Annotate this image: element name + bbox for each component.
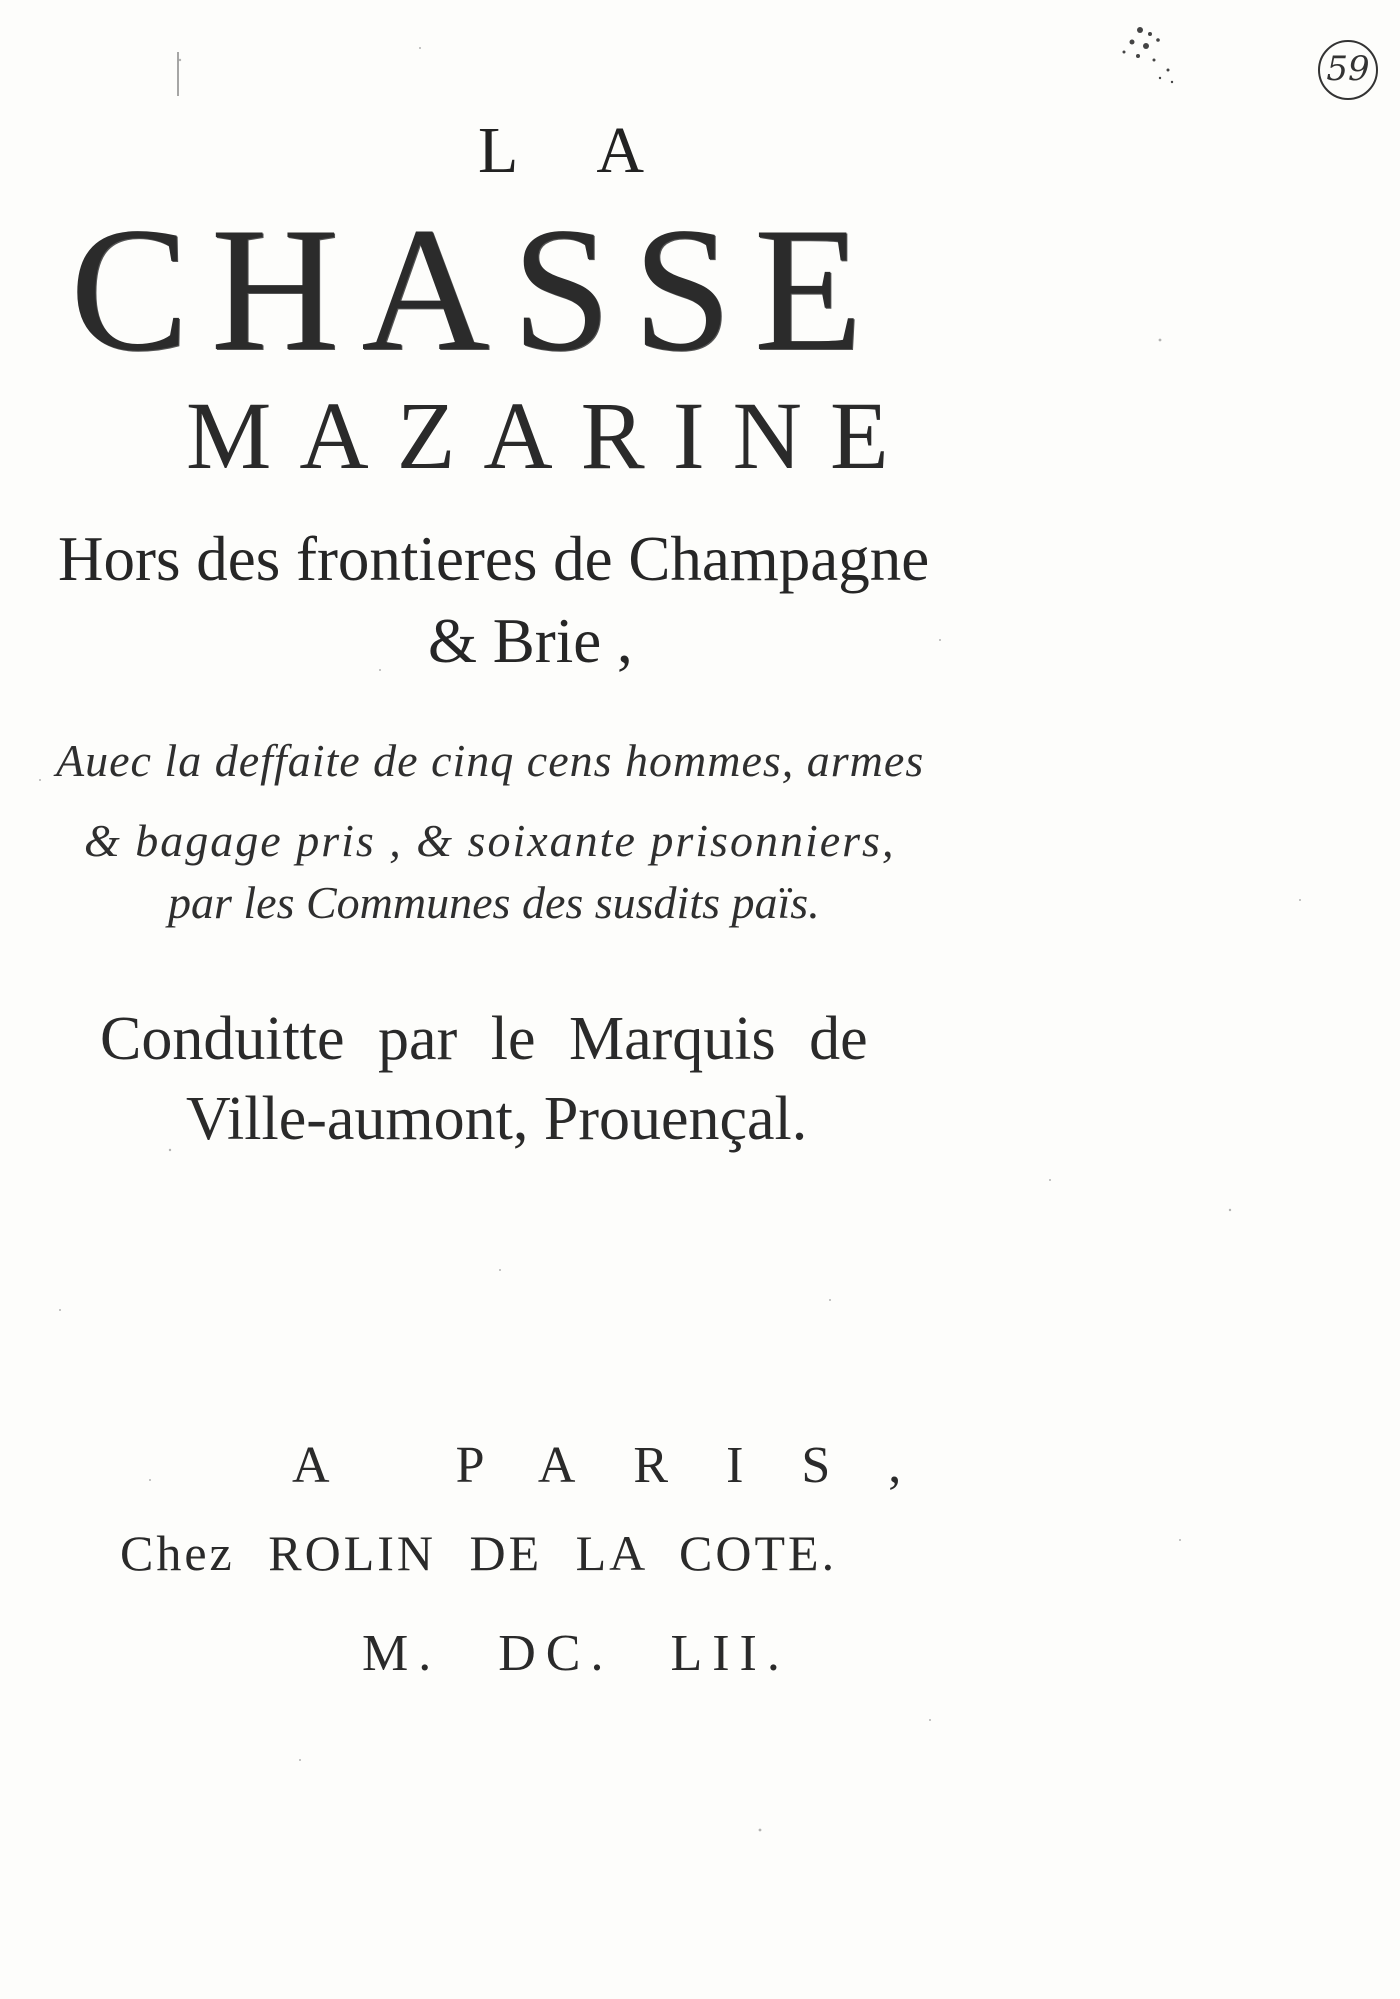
imprint-publisher: Chez ROLIN DE LA COTE. xyxy=(120,1525,838,1581)
folio-number: 59 xyxy=(1318,40,1378,100)
conduite-line-1: Conduitte par le Marquis de xyxy=(100,1005,868,1073)
title-main-word: CHASSE xyxy=(70,190,885,388)
imprint-date: M. DC. LII. xyxy=(362,1625,790,1682)
description-line-2: & bagage pris , & soixante prisonniers, xyxy=(84,815,896,866)
library-stamp-mark xyxy=(1110,20,1190,90)
description-line-3: par les Communes des susdits païs. xyxy=(168,877,820,928)
description-line-1: Auec la deffaite de cinq cens hommes, armes xyxy=(56,735,925,786)
title-secondary-word: MAZARINE xyxy=(186,382,917,489)
conduite-line-2: Ville-aumont, Prouençal. xyxy=(186,1085,808,1153)
title-article: LA xyxy=(478,114,722,187)
subtitle-line-2: & Brie , xyxy=(428,606,633,676)
subtitle-line-1: Hors des frontieres de Champagne xyxy=(58,524,930,594)
imprint-city: A PARIS, xyxy=(292,1437,960,1494)
